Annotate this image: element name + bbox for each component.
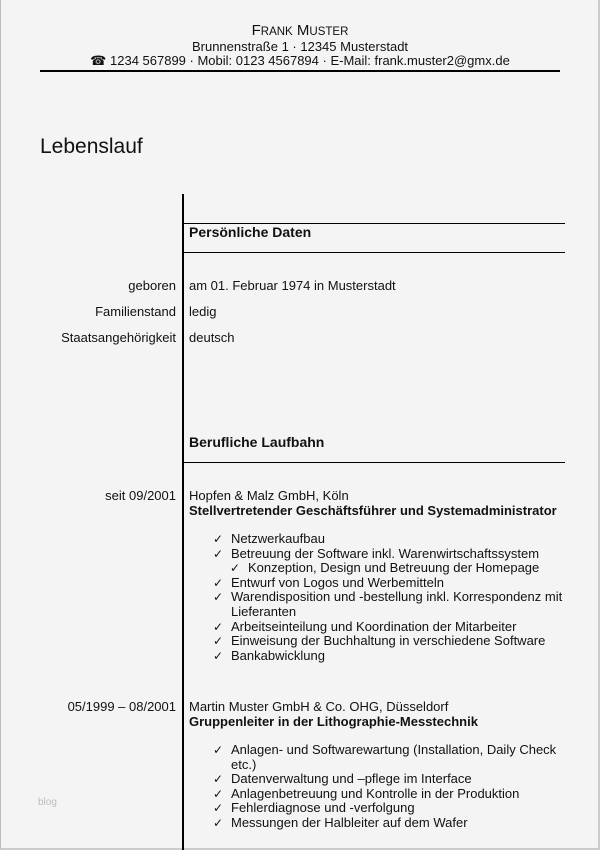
check-icon: ✓ xyxy=(213,634,224,649)
check-icon: ✓ xyxy=(213,546,224,561)
page-title: Lebenslauf xyxy=(40,135,143,158)
header-divider xyxy=(40,70,560,72)
column-divider xyxy=(182,194,184,850)
address: Brunnenstraße 1 · 12345 Musterstadt xyxy=(191,39,409,54)
check-icon: ✓ xyxy=(213,786,224,801)
section-heading-career: Berufliche Laufbahn xyxy=(189,434,325,450)
check-icon: ✓ xyxy=(213,590,224,605)
value-nationality: deutsch xyxy=(189,330,235,345)
list-item: ✓ Einweisung der Buchhaltung in verschiedene Software xyxy=(213,633,546,649)
job-task-list xyxy=(213,743,558,831)
job-company: Martin Muster GmbH & Co. OHG, Düsseldorf xyxy=(189,699,449,714)
value-marital-status: ledig xyxy=(189,304,217,319)
list-item: ✓ Konzeption, Design und Betreuung der Homepage xyxy=(230,560,540,576)
job-task-list xyxy=(213,532,573,663)
check-icon: ✓ xyxy=(213,575,224,590)
list-item: ✓ Messungen der Halbleiter auf dem Wafer xyxy=(213,814,468,830)
job-company: Hopfen & Malz GmbH, Köln xyxy=(189,488,349,503)
job-position: Gruppenleiter in der Lithographie-Messtechnik xyxy=(189,714,478,729)
list-item: ✓ Arbeitseinteilung und Koordination der Mitarbeiter xyxy=(213,618,517,634)
check-icon: ✓ xyxy=(213,801,224,816)
label-nationality: Staatsangehörigkeit xyxy=(61,330,176,345)
list-item: ✓ Betreuung der Software inkl. Warenwirtschaftssystem xyxy=(213,545,540,561)
section-heading-personal: Persönliche Daten xyxy=(189,224,312,240)
list-item: ✓ Fehlerdiagnose und -verfolgung xyxy=(213,800,415,816)
watermark: blog xyxy=(38,797,57,808)
label-marital-status: Familienstand xyxy=(95,304,176,319)
list-item: ✓ Anlagenbetreuung und Kontrolle in der Produktion xyxy=(213,785,520,801)
phone-icon: ☎ xyxy=(90,53,107,68)
check-icon: ✓ xyxy=(230,561,241,576)
contact-line: ☎ 1234 567899 · Mobil: 0123 4567894 · E-Mail: frank.muster2@gmx.de xyxy=(90,53,510,68)
list-item: ✓ Anlagen- und Softwarewartung (Installation, Daily Check etc.) xyxy=(213,742,557,772)
applicant-name: FRANK MUSTER xyxy=(251,22,349,39)
check-icon: ✓ xyxy=(213,743,224,757)
list-item: ✓ Datenverwaltung und –pflege im Interface xyxy=(213,771,472,787)
section-rule xyxy=(183,252,565,253)
job-position: Stellvertretender Geschäftsführer und Systemadministrator xyxy=(189,503,557,518)
list-item: ✓ Entwurf von Logos und Werbemitteln xyxy=(213,574,444,590)
check-icon: ✓ xyxy=(213,532,224,546)
section-rule xyxy=(183,462,565,463)
label-born: geboren xyxy=(128,278,176,293)
check-icon: ✓ xyxy=(213,815,224,830)
list-item: ✓ Warendisposition und -bestellung inkl. Korrespondenz mit Lieferanten xyxy=(213,589,563,619)
check-icon: ✓ xyxy=(213,648,224,663)
job-period: 05/1999 – 08/2001 xyxy=(67,699,176,714)
check-icon: ✓ xyxy=(213,772,224,787)
check-icon: ✓ xyxy=(213,619,224,634)
job-period: seit 09/2001 xyxy=(105,488,176,503)
list-item: ✓ Netzwerkaufbau xyxy=(213,531,325,546)
list-item: ✓ Bankabwicklung xyxy=(213,647,325,663)
value-born: am 01. Februar 1974 in Musterstadt xyxy=(189,278,396,293)
